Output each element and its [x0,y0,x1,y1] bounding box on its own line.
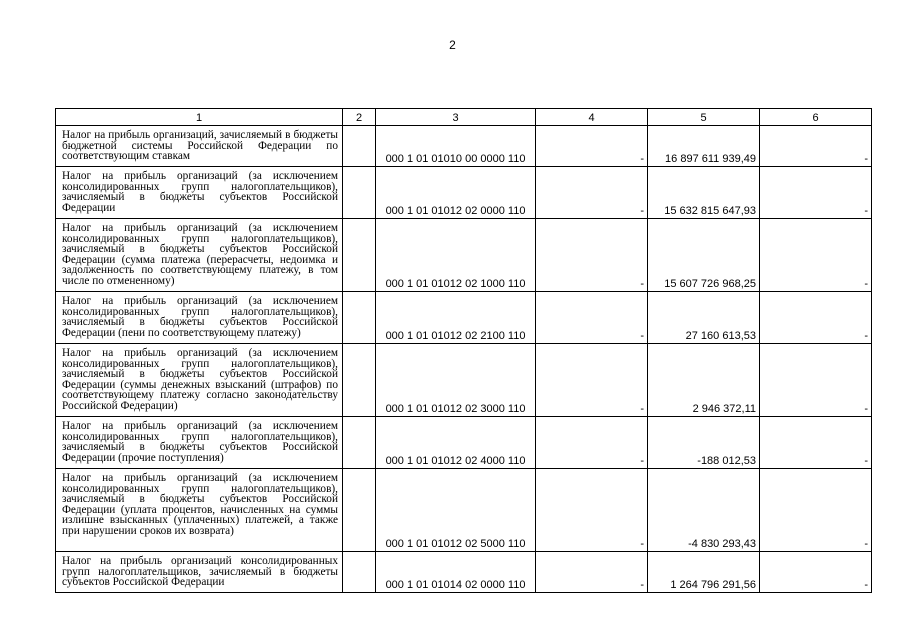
table-row [56,552,872,593]
column-header-3: 3 [376,109,536,126]
table-header-row [56,109,872,126]
table-row [56,417,872,469]
col4-cell: - [536,292,648,344]
amount-cell: -4 830 293,43 [648,469,760,552]
amount-cell: 15 607 726 968,25 [648,219,760,292]
col6-cell: - [760,344,872,417]
column-header-1: 1 [56,109,343,126]
income-name-cell: Налог на прибыль организаций консолидированных групп налогоплательщиков, зачисляемый в бюджеты субъектов Российской Федерации [56,552,343,593]
income-name-cell: Налог на прибыль организаций, зачисляемый в бюджеты бюджетной системы Российской Федерации по соответствующим ставкам [56,126,343,167]
col2-cell [343,344,376,417]
col2-cell [343,417,376,469]
income-name-cell: Налог на прибыль организаций (за исключением консолидированных групп налогоплательщиков), зачисляемый в бюджеты субъектов Российской Федерации (уплата процентов, начисленных на суммы излишне взысканных (уплаченных) платежей, а также при нарушении сроков их возврата) [56,469,343,552]
col2-cell [343,552,376,593]
table-row [56,292,872,344]
amount-cell: 15 632 815 647,93 [648,167,760,219]
amount-cell: 1 264 796 291,56 [648,552,760,593]
budget-code-cell: 000 1 01 01012 02 5000 110 [376,469,536,552]
income-name-cell: Налог на прибыль организаций (за исключением консолидированных групп налогоплательщиков), зачисляемый в бюджеты субъектов Российской Федерации (прочие поступления) [56,417,343,469]
col2-cell [343,219,376,292]
income-name-cell: Налог на прибыль организаций (за исключением консолидированных групп налогоплательщиков), зачисляемый в бюджеты субъектов Российской Федерации (суммы денежных взысканий (штрафов) по соответствующему платежу согласно законодательству Российской Федерации) [56,344,343,417]
col6-cell: - [760,219,872,292]
income-name-cell: Налог на прибыль организаций (за исключением консолидированных групп налогоплательщиков), зачисляемый в бюджеты субъектов Российской Федерации (сумма платежа (перерасчеты, недоимка и задолженность по соответствующему платежу, в том числе по отмененному) [56,219,343,292]
col6-cell: - [760,126,872,167]
income-name-cell: Налог на прибыль организаций (за исключением консолидированных групп налогоплательщиков), зачисляемый в бюджеты субъектов Российской Федерации (пени по соответствующему платежу) [56,292,343,344]
col6-cell: - [760,292,872,344]
col6-cell: - [760,167,872,219]
revenue-table [55,108,872,593]
col2-cell [343,469,376,552]
column-header-2: 2 [343,109,376,126]
col4-cell: - [536,126,648,167]
col6-cell: - [760,552,872,593]
income-name-cell: Налог на прибыль организаций (за исключением консолидированных групп налогоплательщиков), зачисляемый в бюджеты субъектов Российской Федерации [56,167,343,219]
table-row [56,344,872,417]
amount-cell: -188 012,53 [648,417,760,469]
budget-code-cell: 000 1 01 01012 02 1000 110 [376,219,536,292]
table-row [56,126,872,167]
amount-cell: 16 897 611 939,49 [648,126,760,167]
budget-code-cell: 000 1 01 01010 00 0000 110 [376,126,536,167]
col4-cell: - [536,219,648,292]
col6-cell: - [760,417,872,469]
budget-code-cell: 000 1 01 01012 02 2100 110 [376,292,536,344]
col2-cell [343,292,376,344]
budget-code-cell: 000 1 01 01012 02 0000 110 [376,167,536,219]
col4-cell: - [536,417,648,469]
col4-cell: - [536,469,648,552]
col4-cell: - [536,552,648,593]
col4-cell: - [536,167,648,219]
table-row [56,167,872,219]
column-header-6: 6 [760,109,872,126]
table-row [56,219,872,292]
amount-cell: 27 160 613,53 [648,292,760,344]
budget-code-cell: 000 1 01 01012 02 3000 110 [376,344,536,417]
col6-cell: - [760,469,872,552]
budget-code-cell: 000 1 01 01012 02 4000 110 [376,417,536,469]
amount-cell: 2 946 372,11 [648,344,760,417]
col2-cell [343,167,376,219]
budget-code-cell: 000 1 01 01014 02 0000 110 [376,552,536,593]
col2-cell [343,126,376,167]
page-number: 2 [449,38,456,52]
col4-cell: - [536,344,648,417]
column-header-4: 4 [536,109,648,126]
column-header-5: 5 [648,109,760,126]
table-row [56,469,872,552]
